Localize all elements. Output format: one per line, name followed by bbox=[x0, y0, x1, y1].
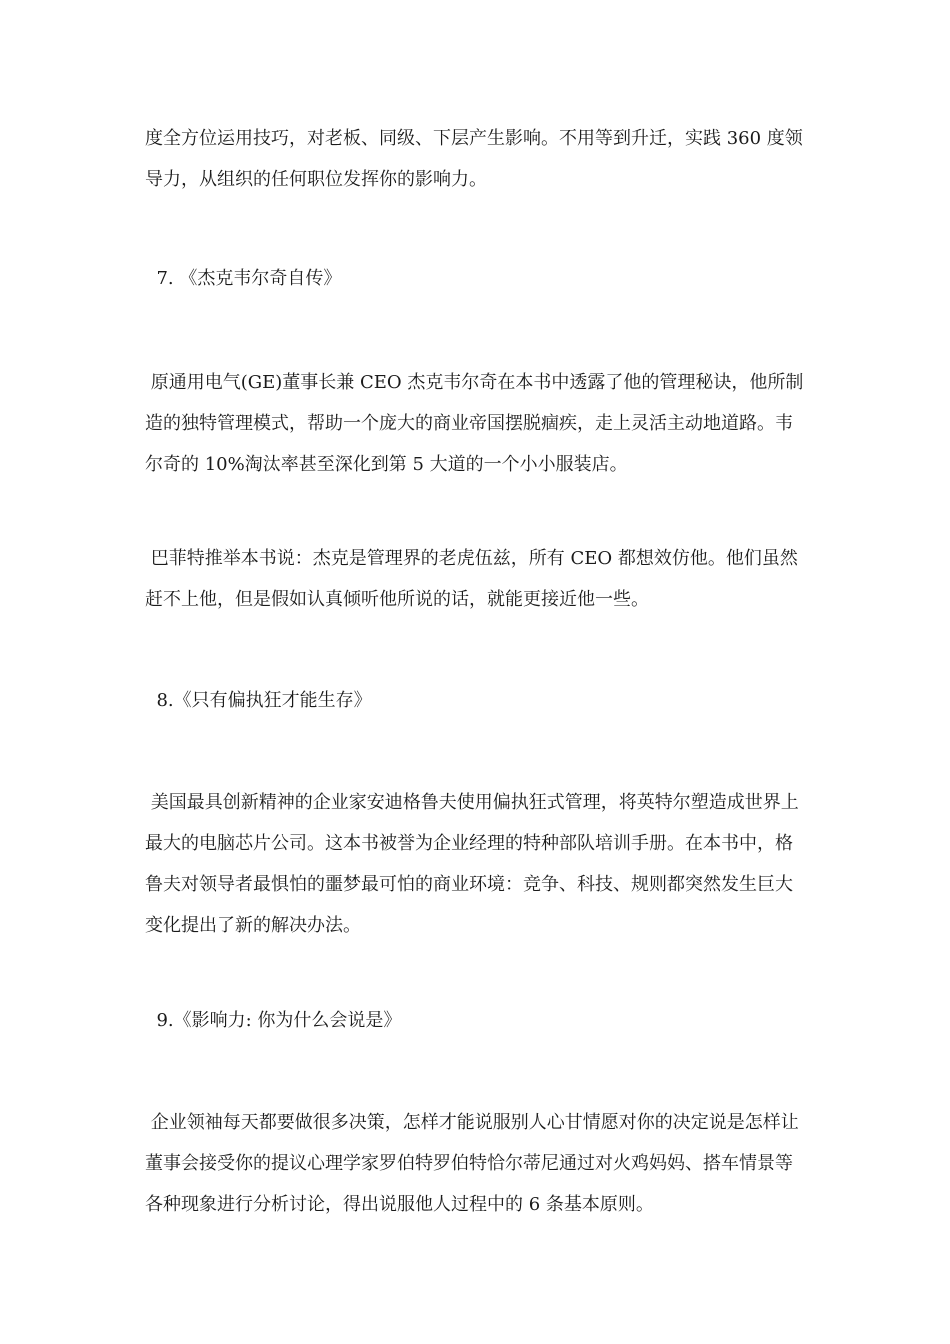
section-heading-9: 9.《影响力: 你为什么会说是》 bbox=[145, 1010, 402, 1031]
section-heading-8: 8.《只有偏执狂才能生存》 bbox=[145, 690, 372, 711]
paragraph-8: 美国最具创新精神的企业家安迪格鲁夫使用偏执狂式管理，将英特尔塑造成世界上最大的电脑芯片公司。这本书被誉为企业经理的特种部队培训手册。在本书中，格鲁夫对领导者最惧怕的噩梦最可怕的商业环境：竞争、科技、规则都突然发生巨大变化提出了新的解决办法。 bbox=[145, 792, 799, 936]
section-heading-7: 7. 《杰克韦尔奇自传》 bbox=[145, 268, 342, 289]
paragraph-7b: 巴菲特推举本书说：杰克是管理界的老虎伍兹，所有 CEO 都想效仿他。他们虽然赶不上他，但是假如认真倾听他所说的话，就能更接近他一些。 bbox=[145, 548, 798, 610]
paragraph-intro: 度全方位运用技巧，对老板、同级、下层产生影响。不用等到升迁，实践 360 度领导力，从组织的任何职位发挥你的影响力。 bbox=[145, 128, 803, 190]
paragraph-7a: 原通用电气(GE)董事长兼 CEO 杰克韦尔奇在本书中透露了他的管理秘诀，他所制造的独特管理模式，帮助一个庞大的商业帝国摆脱痼疾，走上灵活主动地道路。韦尔奇的 10%淘汰率甚至深化到第 5 大道的一个小小服装店。 bbox=[145, 372, 804, 475]
paragraph-9: 企业领袖每天都要做很多决策，怎样才能说服别人心甘情愿对你的决定说是怎样让董事会接受你的提议心理学家罗伯特罗伯特恰尔蒂尼通过对火鸡妈妈、搭车情景等各种现象进行分析讨论，得出说服他人过程中的 6 条基本原则。 bbox=[145, 1112, 799, 1215]
